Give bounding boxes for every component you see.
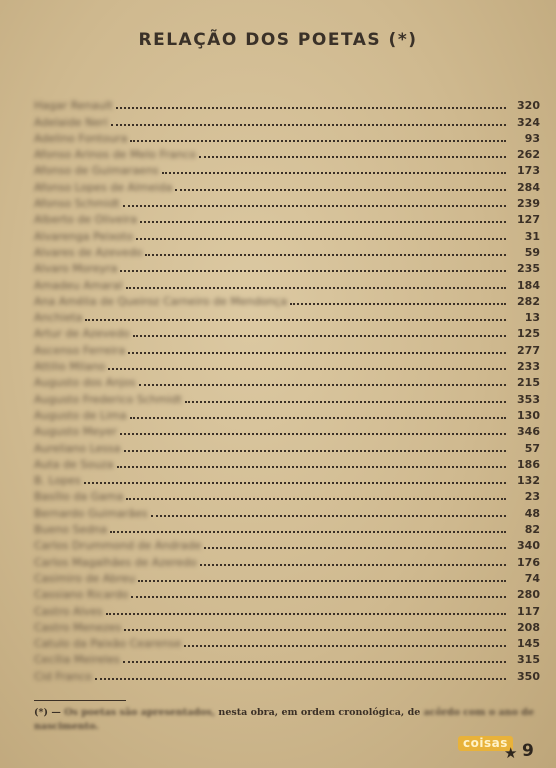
poet-page-number: 59 bbox=[524, 245, 540, 259]
dot-leader bbox=[199, 156, 506, 158]
poet-name: Auta de Souza bbox=[34, 457, 114, 471]
poet-page-number: 340 bbox=[517, 539, 540, 553]
dot-leader bbox=[204, 547, 506, 549]
list-item bbox=[34, 585, 540, 601]
poet-name: Alvares de Azevedo bbox=[34, 245, 143, 259]
dot-leader bbox=[131, 596, 506, 598]
poet-name: Bernardo Guimarães bbox=[34, 506, 148, 520]
list-item bbox=[34, 112, 540, 128]
list-item bbox=[34, 129, 540, 145]
list-item bbox=[34, 324, 540, 340]
poet-name: Amadeu Amaral bbox=[34, 278, 123, 292]
poet-page-number: 350 bbox=[517, 669, 540, 683]
poet-name: Cassiano Ricardo bbox=[34, 588, 129, 602]
poet-name: Basílio da Gama bbox=[34, 490, 124, 504]
list-item bbox=[34, 438, 540, 454]
poet-name: Castro Alves bbox=[34, 604, 103, 618]
dot-leader bbox=[175, 189, 506, 191]
poet-name: Afonso Lopes de Almeida bbox=[34, 180, 173, 194]
dot-leader bbox=[145, 254, 506, 256]
dot-leader bbox=[95, 678, 506, 680]
list-item bbox=[34, 357, 540, 373]
list-item bbox=[34, 308, 540, 324]
dot-leader bbox=[84, 482, 506, 484]
list-item bbox=[34, 536, 540, 552]
poet-page-number: 130 bbox=[517, 408, 540, 422]
poet-page-number: 324 bbox=[517, 115, 540, 129]
dot-leader bbox=[200, 564, 506, 566]
list-item bbox=[34, 96, 540, 112]
poet-name: B. Lopes bbox=[34, 474, 81, 488]
poet-page-number: 284 bbox=[517, 180, 540, 194]
list-item bbox=[34, 422, 540, 438]
dot-leader bbox=[110, 531, 506, 533]
dot-leader bbox=[120, 270, 506, 272]
poet-name: Alberto de Oliveira bbox=[34, 213, 138, 227]
poet-page-number: 184 bbox=[517, 278, 540, 292]
poet-page-number: 233 bbox=[517, 360, 540, 374]
poet-page-number: 215 bbox=[517, 376, 540, 390]
footnote-blurred-text-2: acôrdo com o ano de nascimento. bbox=[34, 707, 534, 732]
poet-name: Ana Amélia de Queiroz Carneiro de Mendonça bbox=[34, 294, 288, 308]
poet-name: Augusto Meyer bbox=[34, 425, 117, 439]
dot-leader bbox=[106, 613, 506, 615]
list-item bbox=[34, 226, 540, 242]
list-item bbox=[34, 471, 540, 487]
dot-leader bbox=[126, 498, 506, 500]
poet-page-number: 353 bbox=[517, 392, 540, 406]
dot-leader bbox=[108, 368, 506, 370]
poet-page-number: 262 bbox=[517, 148, 540, 162]
dot-leader bbox=[130, 140, 506, 142]
star-icon: ★ bbox=[504, 744, 518, 762]
dot-leader bbox=[120, 433, 506, 435]
dot-leader bbox=[130, 417, 506, 419]
poet-name: Casimiro de Abreu bbox=[34, 571, 136, 585]
poet-page-number: 235 bbox=[517, 262, 540, 276]
footnote bbox=[34, 706, 534, 734]
poet-page-number: 280 bbox=[517, 588, 540, 602]
dot-leader bbox=[123, 205, 506, 207]
poet-page-number: 13 bbox=[524, 311, 540, 325]
poet-name: Alvarenga Peixoto bbox=[34, 229, 134, 243]
dot-leader bbox=[184, 645, 506, 647]
poet-name: Cecília Meireles bbox=[34, 653, 120, 667]
list-item bbox=[34, 601, 540, 617]
list-item bbox=[34, 455, 540, 471]
list-item bbox=[34, 487, 540, 503]
dot-leader bbox=[128, 352, 506, 354]
list-item bbox=[34, 503, 540, 519]
poet-name: Cid Franco bbox=[34, 669, 92, 683]
list-item bbox=[34, 552, 540, 568]
list-item bbox=[34, 292, 540, 308]
poet-name: Afonso de Guimaraens bbox=[34, 164, 159, 178]
poet-name: Afonso Schmidt bbox=[34, 197, 120, 211]
poet-name: Aureliano Lessa bbox=[34, 441, 121, 455]
coisas-logo: coisas bbox=[458, 736, 513, 751]
dot-leader bbox=[124, 450, 506, 452]
poet-page-number: 93 bbox=[524, 131, 540, 145]
poet-page-number: 74 bbox=[524, 571, 540, 585]
dot-leader bbox=[139, 384, 506, 386]
poet-page-number: 282 bbox=[517, 294, 540, 308]
poet-name: Anchieta bbox=[34, 311, 83, 325]
dot-leader bbox=[126, 287, 507, 289]
dot-leader bbox=[151, 515, 506, 517]
page-title: RELAÇÃO DOS POETAS (*) bbox=[138, 30, 418, 50]
dot-leader bbox=[123, 661, 506, 663]
dot-leader bbox=[124, 629, 506, 631]
list-item bbox=[34, 259, 540, 275]
list-item bbox=[34, 618, 540, 634]
poet-page-number: 132 bbox=[517, 474, 540, 488]
poet-name: Hagar Renault bbox=[34, 99, 113, 113]
dot-leader bbox=[140, 221, 506, 223]
poet-page-number: 277 bbox=[517, 343, 540, 357]
poet-name: Augusto Frederico Schmidt bbox=[34, 392, 182, 406]
list-item bbox=[34, 194, 540, 210]
poet-name: Adelaide Neri bbox=[34, 115, 108, 129]
list-item bbox=[34, 177, 540, 193]
list-item bbox=[34, 243, 540, 259]
dot-leader bbox=[138, 580, 506, 582]
poet-name: Carlos Magalhães de Azeredo bbox=[34, 555, 197, 569]
poet-page-number: 125 bbox=[517, 327, 540, 341]
poet-page-number: 239 bbox=[517, 197, 540, 211]
poet-name: Artur de Azevedo bbox=[34, 327, 130, 341]
footnote-text: nesta obra, em ordem cronológica, de bbox=[215, 707, 424, 718]
list-item bbox=[34, 666, 540, 682]
poet-name: Carlos Drummond de Andrade bbox=[34, 539, 202, 553]
poet-name: Castro Menezes bbox=[34, 620, 122, 634]
poet-page-number: 145 bbox=[517, 637, 540, 651]
poet-page-number: 23 bbox=[524, 490, 540, 504]
poet-page-number: 315 bbox=[517, 653, 540, 667]
footnote-blurred-text: Os poetas são apresentados, bbox=[64, 707, 216, 718]
list-item bbox=[34, 634, 540, 650]
list-item bbox=[34, 161, 540, 177]
poet-page-number: 117 bbox=[517, 604, 540, 618]
poet-page-number: 208 bbox=[517, 620, 540, 634]
poet-page-number: 82 bbox=[524, 523, 540, 537]
poet-name: Adelino Fontoura bbox=[34, 131, 128, 145]
poet-name: Afonso Arinos de Melo Franco bbox=[34, 148, 197, 162]
dot-leader bbox=[85, 319, 506, 321]
dot-leader bbox=[185, 401, 506, 403]
poet-name: Alvaro Moreyra bbox=[34, 262, 118, 276]
footnote-rule bbox=[34, 700, 126, 701]
poet-page-number: 57 bbox=[524, 441, 540, 455]
list-item bbox=[34, 145, 540, 161]
dot-leader bbox=[116, 107, 506, 109]
poet-name: Ascenso Ferreira bbox=[34, 343, 126, 357]
list-item bbox=[34, 650, 540, 666]
poet-page-number: 31 bbox=[524, 229, 540, 243]
dot-leader bbox=[111, 124, 506, 126]
dot-leader bbox=[290, 303, 506, 305]
list-item bbox=[34, 210, 540, 226]
dot-leader bbox=[162, 172, 506, 174]
list-item bbox=[34, 275, 540, 291]
poet-page-number: 186 bbox=[517, 457, 540, 471]
poet-name: Attilio Milano bbox=[34, 360, 106, 374]
poet-index-list bbox=[34, 96, 540, 683]
page-number: 9 bbox=[522, 741, 534, 761]
poet-name: Bueno Sedna bbox=[34, 523, 107, 537]
dot-leader bbox=[136, 238, 506, 240]
poet-name: Catulo da Paixão Cearense bbox=[34, 637, 182, 651]
poet-page-number: 320 bbox=[517, 99, 540, 113]
list-item bbox=[34, 373, 540, 389]
poet-name: Augusto dos Anjos bbox=[34, 376, 136, 390]
poet-page-number: 173 bbox=[517, 164, 540, 178]
dot-leader bbox=[133, 335, 506, 337]
poet-page-number: 346 bbox=[517, 425, 540, 439]
list-item bbox=[34, 406, 540, 422]
dot-leader bbox=[117, 466, 507, 468]
list-item bbox=[34, 569, 540, 585]
poet-page-number: 48 bbox=[524, 506, 540, 520]
footnote-marker: (*) — bbox=[34, 707, 61, 718]
poet-page-number: 127 bbox=[517, 213, 540, 227]
poet-page-number: 176 bbox=[517, 555, 540, 569]
list-item bbox=[34, 340, 540, 356]
list-item bbox=[34, 389, 540, 405]
list-item bbox=[34, 520, 540, 536]
poet-name: Augusto de Lima bbox=[34, 408, 127, 422]
